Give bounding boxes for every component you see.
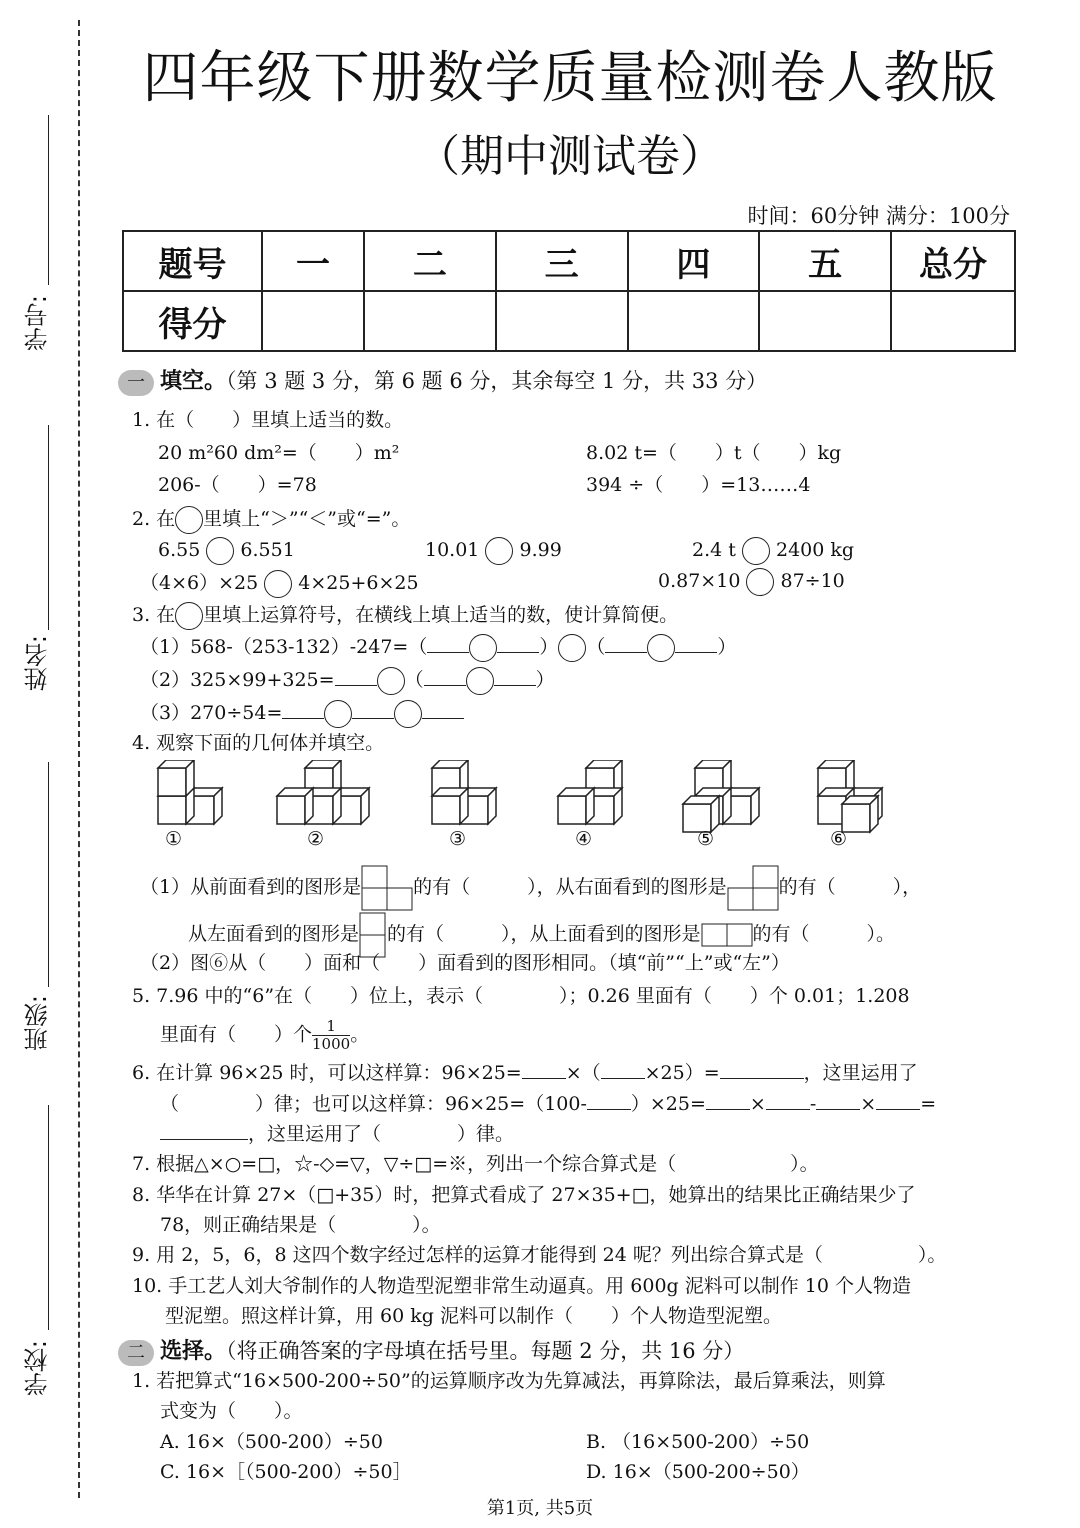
option-b: B. （16×500-200）÷50: [586, 1431, 810, 1453]
q4-s2c: 的有（ ）。: [752, 923, 896, 945]
q6-l3: ，这里运用了（ ）律。: [248, 1123, 515, 1145]
operator-circle[interactable]: [647, 634, 675, 662]
class-label: 班级:: [24, 995, 52, 1052]
q4-s2a: 从左面看到的图形是: [188, 923, 360, 945]
q6-line2: （ ）律；也可以这样算：96×25=（100- ）×25= × - × =: [160, 1093, 937, 1115]
view-shape-front: [361, 865, 413, 911]
answer-circle[interactable]: [206, 537, 234, 565]
score-input-cell[interactable]: [891, 291, 1015, 351]
q2-stem: [132, 504, 410, 534]
option-a: A. 16×（500-200）÷50: [160, 1431, 383, 1453]
view-shape-top: [701, 923, 753, 947]
q2-a: [158, 537, 295, 565]
score-input-cell[interactable]: [759, 291, 891, 351]
school-label: 学校:: [24, 1340, 52, 1397]
q3-stem-pre: 3. 在: [132, 604, 176, 626]
q6-l1b: ×（: [565, 1062, 601, 1084]
s2-q1-line2: 式变为（ ）。: [160, 1400, 303, 1422]
answer-circle[interactable]: [485, 537, 513, 565]
score-table-score-row: [123, 291, 1015, 351]
q2-a-left: 6.55: [158, 539, 201, 561]
figure-3: [432, 760, 496, 824]
q3-part1: （1）568-（253-132）-247=（ ） （ ）: [140, 632, 736, 662]
figure-label: ⑥: [830, 828, 848, 850]
q4-s2b: 的有（ ），从上面看到的图形是: [387, 923, 701, 945]
q6-line3: [160, 1119, 514, 1146]
q6-l1d: ，这里运用了: [803, 1062, 918, 1084]
blank-line[interactable]: [427, 652, 469, 653]
q8-line2: 78，则正确结果是（ ）。: [160, 1214, 441, 1236]
operator-circle[interactable]: [469, 634, 497, 662]
q9: 9. 用 2，5，6，8 这四个数字经过怎样的运算才能得到 24 呢？列出综合算式是（ ）。: [132, 1244, 947, 1266]
fraction-denominator: 1000: [312, 1035, 351, 1053]
q1-d: 394 ÷（ ）=13……4: [586, 474, 811, 496]
blank-line[interactable]: [497, 652, 539, 653]
q2-b-right: 9.99: [519, 539, 562, 561]
blank-line[interactable]: [494, 685, 536, 686]
binding-margin: [0, 0, 100, 1528]
q10-line1: 10. 手工艺人刘大爷制作的人物造型泥塑非常生动逼真。用 600g 泥料可以制作 10 个人物造: [132, 1275, 912, 1297]
q5-line1: 5. 7.96 中的“6”在（ ）位上，表示（ ）；0.26 里面有（ ）个 0.01；1.208: [132, 985, 910, 1007]
blank-line[interactable]: [160, 1139, 248, 1140]
compare-circle: [175, 506, 203, 534]
figure-5: [683, 760, 759, 832]
school-line: [48, 1105, 49, 1330]
blank-line[interactable]: [766, 1109, 810, 1110]
score-input-cell[interactable]: [496, 291, 628, 351]
page-title: 四年级下册数学质量检测卷人教版: [142, 46, 998, 111]
q2-e-left: 0.87×10: [658, 570, 741, 592]
q2-b-left: 10.01: [425, 539, 480, 561]
q6-l2a: （ ）律；也可以这样算：96×25=（100-: [160, 1093, 587, 1115]
answer-circle[interactable]: [742, 537, 770, 565]
q5-line2: [160, 1018, 369, 1053]
q5-line2-post: 。: [350, 1023, 370, 1046]
blank-line[interactable]: [720, 1078, 804, 1079]
blank-line[interactable]: [675, 652, 717, 653]
name-label: 姓名:: [24, 635, 52, 692]
q3-stem: [132, 600, 678, 630]
operator-circle[interactable]: [558, 634, 586, 662]
option-c: C. 16×［（500-200）÷50］: [160, 1461, 412, 1483]
operator-circle: [175, 602, 203, 630]
q1-c: 206-（ ）=78: [158, 474, 317, 496]
q3-p1-text: （1）568-（253-132）-247=（: [140, 636, 428, 658]
score-input-cell[interactable]: [364, 291, 496, 351]
id-label: 学号:: [24, 295, 52, 352]
section-1-heading: [118, 364, 767, 396]
blank-line[interactable]: [335, 685, 377, 686]
q2-c-left: 2.4 t: [692, 539, 736, 561]
score-cell: 题号: [123, 231, 262, 291]
blank-line[interactable]: [605, 652, 647, 653]
score-cell: 五: [759, 231, 891, 291]
figure-label: ⑤: [697, 828, 715, 850]
operator-circle[interactable]: [377, 667, 405, 695]
q2-d-left: （4×6）×25: [140, 572, 259, 594]
q3-p3-text: （3）270÷54=: [140, 702, 283, 724]
q2-d: [140, 568, 419, 598]
q6-line1: [132, 1058, 918, 1085]
score-cell: 一: [262, 231, 364, 291]
q2-stem-post: 里填上“＞”“＜”或“=”。: [203, 508, 411, 530]
blank-line[interactable]: [816, 1109, 860, 1110]
q1-a: 20 m²60 dm²=（ ）m²: [158, 442, 400, 464]
blank-line[interactable]: [424, 685, 466, 686]
blank-line[interactable]: [587, 1109, 631, 1110]
q2-a-right: 6.551: [240, 539, 295, 561]
class-line: [48, 762, 49, 987]
name-line: [48, 425, 49, 630]
q10-line2: 型泥塑。照这样计算，用 60 kg 泥料可以制作（ ）个人物造型泥塑。: [165, 1305, 782, 1327]
score-table: [122, 230, 1016, 352]
blank-line[interactable]: [352, 718, 394, 719]
q6-l1a: 6. 在计算 96×25 时，可以这样算：96×25=: [132, 1062, 522, 1084]
score-table-header-row: [123, 231, 1015, 291]
score-input-cell[interactable]: [628, 291, 760, 351]
q3-stem-post: 里填上运算符号，在横线上填上适当的数，使计算简便。: [203, 604, 679, 626]
fraction: [312, 1018, 350, 1053]
section-title: 选择。: [160, 1339, 227, 1364]
q2-b: [425, 537, 562, 565]
section-note: （将正确答案的字母填在括号里。每题 2 分，共 16 分）: [226, 1339, 745, 1363]
q4-s1a: （1）从前面看到的图形是: [140, 876, 362, 898]
score-cell: 三: [496, 231, 628, 291]
score-cell: 二: [364, 231, 496, 291]
blank-line[interactable]: [706, 1109, 750, 1110]
blank-line[interactable]: [522, 1078, 566, 1079]
q4-s1b: 的有（ ），从右面看到的图形是: [413, 876, 727, 898]
time-info: 时间：60分钟 满分：100分: [747, 204, 1010, 228]
score-cell: 四: [628, 231, 760, 291]
answer-circle[interactable]: [264, 570, 292, 598]
q4-s1c: 的有（ ），: [778, 876, 922, 898]
figure-label: ①: [165, 828, 183, 850]
fraction-numerator: 1: [312, 1018, 350, 1036]
answer-circle[interactable]: [746, 568, 774, 596]
q2-e: [658, 568, 845, 596]
q4-sub1-line1: [140, 865, 921, 911]
q2-e-right: 87÷10: [780, 570, 845, 592]
section-2-heading: [118, 1334, 744, 1366]
score-input-cell[interactable]: [262, 291, 364, 351]
q6-l2b: ）×25=: [630, 1093, 706, 1115]
q2-d-right: 4×25+6×25: [298, 572, 419, 594]
view-shape-right: [727, 865, 779, 911]
figure-label: ②: [307, 828, 325, 850]
blank-line[interactable]: [601, 1078, 645, 1079]
section-note: （第 3 题 3 分，第 6 题 6 分，其余每空 1 分，共 33 分）: [226, 369, 768, 393]
score-cell: 总分: [891, 231, 1015, 291]
q3-part3: [140, 698, 464, 728]
operator-circle[interactable]: [394, 700, 422, 728]
q7: 7. 根据△×○=□，☆-◇=▽，▽÷□=※，列出一个综合算式是（ ）。: [132, 1153, 819, 1175]
figure-label: ③: [449, 828, 467, 850]
option-d: D. 16×（500-200÷50）: [586, 1461, 810, 1483]
q8-line1: 8. 华华在计算 27×（□+35）时，把算式看成了 27×35+□，她算出的结果比正确结果少了: [132, 1184, 916, 1206]
page-subtitle: （期中测试卷）: [416, 131, 724, 182]
q2-c: [692, 537, 854, 565]
q3-p2-text: （2）325×99+325=: [140, 669, 335, 691]
q3-part2: （2）325×99+325= （ ）: [140, 665, 555, 695]
q2-stem-pre: 2. 在: [132, 508, 176, 530]
figure-2: [277, 760, 369, 824]
blank-line[interactable]: [876, 1109, 920, 1110]
q5-line2-pre: 里面有（ ）个: [160, 1023, 313, 1046]
section-badge: 二: [118, 1340, 154, 1366]
q2-c-right: 2400 kg: [776, 539, 855, 561]
operator-circle[interactable]: [324, 700, 352, 728]
figure-label: ④: [575, 828, 593, 850]
section-badge: 一: [118, 370, 154, 396]
q1-stem: 1. 在（ ）里填上适当的数。: [132, 409, 404, 431]
q6-l1c: ×25）=: [644, 1062, 720, 1084]
s2-q1-line1: 1. 若把算式“16×500-200÷50”的运算顺序改为先算减法，再算除法，最后算乘法，则算: [132, 1370, 886, 1392]
q4-stem: 4. 观察下面的几何体并填空。: [132, 732, 385, 754]
figure-6: [818, 760, 882, 832]
operator-circle[interactable]: [466, 667, 494, 695]
blank-line[interactable]: [422, 718, 464, 719]
q4-sub2: （2）图⑥从（ ）面和（ ）面看到的图形相同。（填“前”“上”或“左”）: [140, 952, 790, 974]
q1-b: 8.02 t=（ ）t（ ）kg: [586, 442, 842, 464]
cube-figures: [150, 760, 910, 860]
figure-4: [558, 760, 622, 824]
section-title: 填空。: [160, 369, 227, 394]
page-footer: 第1页, 共5页: [486, 1498, 594, 1519]
blank-line[interactable]: [282, 718, 324, 719]
cut-line: [78, 20, 80, 1498]
score-row-label: 得分: [123, 291, 262, 351]
figure-1: [158, 760, 222, 824]
